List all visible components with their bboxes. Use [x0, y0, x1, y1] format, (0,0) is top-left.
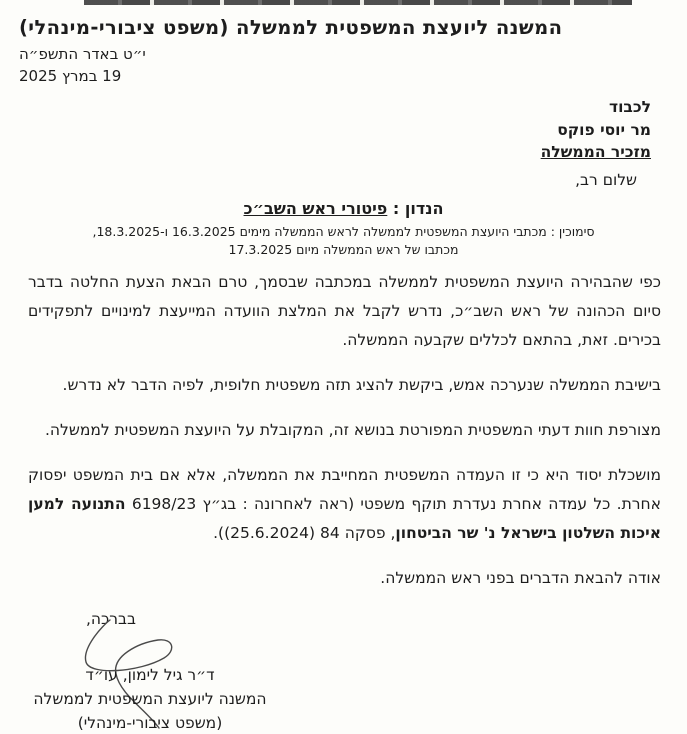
closing-salutation: בברכה, — [86, 610, 136, 628]
recipient-honorific: לכבוד — [608, 98, 651, 116]
signer-block — [6, 663, 294, 734]
body-paragraph-2: בישיבת הממשלה שנערכה אמש, ביקשת להציג תזה משפטית חלופית, לפיה הדבר לא נדרש. — [62, 376, 661, 394]
letterhead-title: המשנה ליועצת המשפטית לממשלה (משפט ציבורי-מינהלי) — [19, 16, 563, 39]
paragraph-4-case-name: התנועה למען איכות השלטון בישראל נ' שר הביטחון — [28, 495, 661, 542]
letterhead — [19, 16, 667, 85]
body-paragraph-1: כפי שהבהירה היועצת המשפטית לממשלה במכתבה שבסמך, טרם הבאת הצעת החלטה בדבר סיום הכהונה של ראש השב״כ, נדרש לקבל את המלצת הוועדה המייעצת למינויים לתפקידים בכירים. זאת, בהתאם לכללים שקבעה הממשלה. — [28, 273, 661, 349]
reference-line: סימוכין : מכתבי היועצת המשפטית לממשלה לראש הממשלה מימים 16.3.2025 ו-18.3.2025, מכתבו של ראש הממשלה מיום 17.3.2025 — [92, 224, 595, 257]
subject-value: פיטורי ראש השב״כ — [243, 199, 388, 218]
subject-label: הנדון : — [387, 199, 444, 218]
body-paragraph-4 — [28, 461, 661, 548]
body-paragraph-3: מצורפת חוות דעתי המשפטית המפורטת בנושא זה, המקובלת על היועצת המשפטית לממשלה. — [44, 421, 661, 439]
gregorian-date: 19 במרץ 2025 — [19, 67, 122, 85]
hebrew-date: י״ט באדר התשפ״ה — [19, 45, 146, 63]
cropped-text-remnant — [84, 0, 632, 5]
subject-line — [0, 199, 687, 218]
greeting: שלום רב, — [575, 171, 637, 189]
recipient-role: מזכיר הממשלה — [540, 143, 651, 161]
recipient-block — [541, 96, 651, 164]
signer-name: ד״ר גיל לימון, עו״ד — [85, 666, 215, 684]
body-paragraph-5: אודה להבאת הדברים בפני ראש הממשלה. — [380, 569, 661, 587]
signer-department: (משפט ציבורי-מינהלי) — [77, 714, 223, 732]
subject-block — [0, 199, 687, 258]
paragraph-4-start: מושכלת יסוד היא כי זו העמדה המשפטית המחייבת את הממשלה, אלא אם בית המשפט יפסוק אחרת. כל עמדה אחרת נעדרת תוקף משפטי (ראה לאחרונה : בג״ץ 6198/23 — [28, 466, 661, 513]
signer-title: המשנה ליועצת המשפטית לממשלה — [33, 690, 267, 708]
letter-body — [28, 268, 661, 609]
paragraph-4-end: , פסקה 84 (25.6.2024)). — [213, 524, 396, 542]
recipient-name: מר יוסי פוקס — [557, 120, 651, 139]
